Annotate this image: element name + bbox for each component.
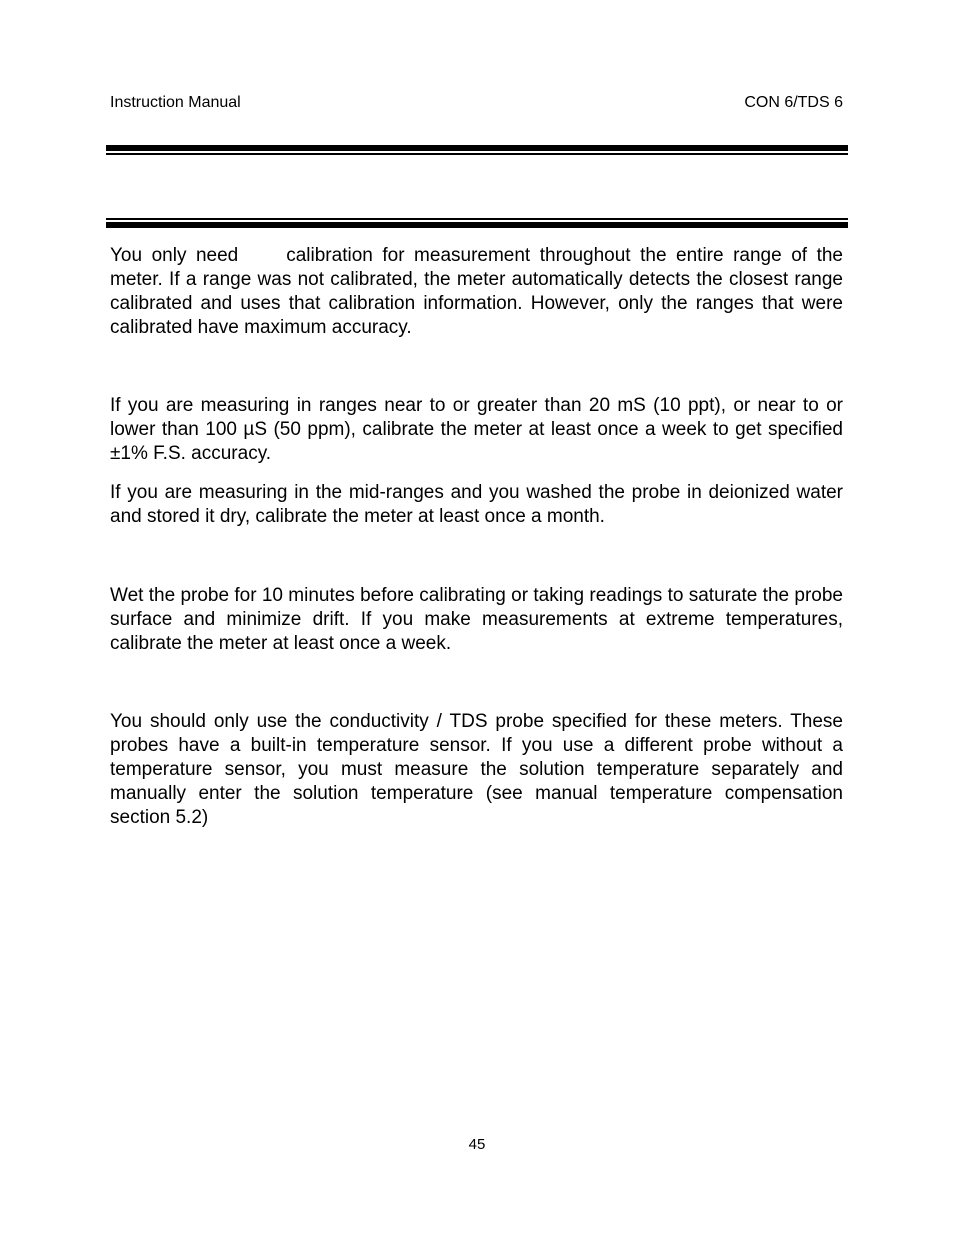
top-rule-thick-line (106, 145, 848, 151)
section-rule-thin-line (106, 218, 848, 220)
paragraph-calibration-range (110, 244, 843, 340)
header-model-name: CON 6/TDS 6 (744, 94, 843, 111)
top-double-rule (106, 145, 848, 155)
header-manual-title: Instruction Manual (110, 94, 241, 111)
section-double-rule (106, 218, 848, 228)
paragraph-probe-requirements: You should only use the conductivity / TDS probe specified for these meters. These probes have a built-in temperature sensor. If you use a different probe without a temperature sensor, you must measure the solution temperature separately and manually enter the solution temperature (see manual temperature compensation section 5.2) (110, 711, 843, 828)
top-rule-thin-line (106, 153, 848, 155)
paragraph-calibration-range-start: You only need (110, 245, 239, 266)
paragraph-weekly-calibration: If you are measuring in ranges near to or greater than 20 mS (10 ppt), or near to or lower than 100 µS (50 ppm), calibrate the meter at least once a week to get specified ±1% F.S. accuracy. (110, 395, 843, 464)
paragraph-wet-probe: Wet the probe for 10 minutes before calibrating or taking readings to saturate the probe surface and minimize drift. If you make measurements at extreme temperatures, calibrate the meter at least once a week. (110, 585, 843, 654)
paragraph-calibration-range-rest: calibration for measurement throughout the entire range of the meter. If a range was not calibrated, the meter automatically detects the closest range calibrated and uses that calibration information. However, only the ranges that were calibrated have maximum accuracy. (110, 245, 843, 338)
section-rule-thick-line (106, 222, 848, 228)
paragraph-monthly-calibration: If you are measuring in the mid-ranges and you washed the probe in deionized water and stored it dry, calibrate the meter at least once a month. (110, 482, 843, 527)
page-number: 45 (468, 1136, 486, 1153)
